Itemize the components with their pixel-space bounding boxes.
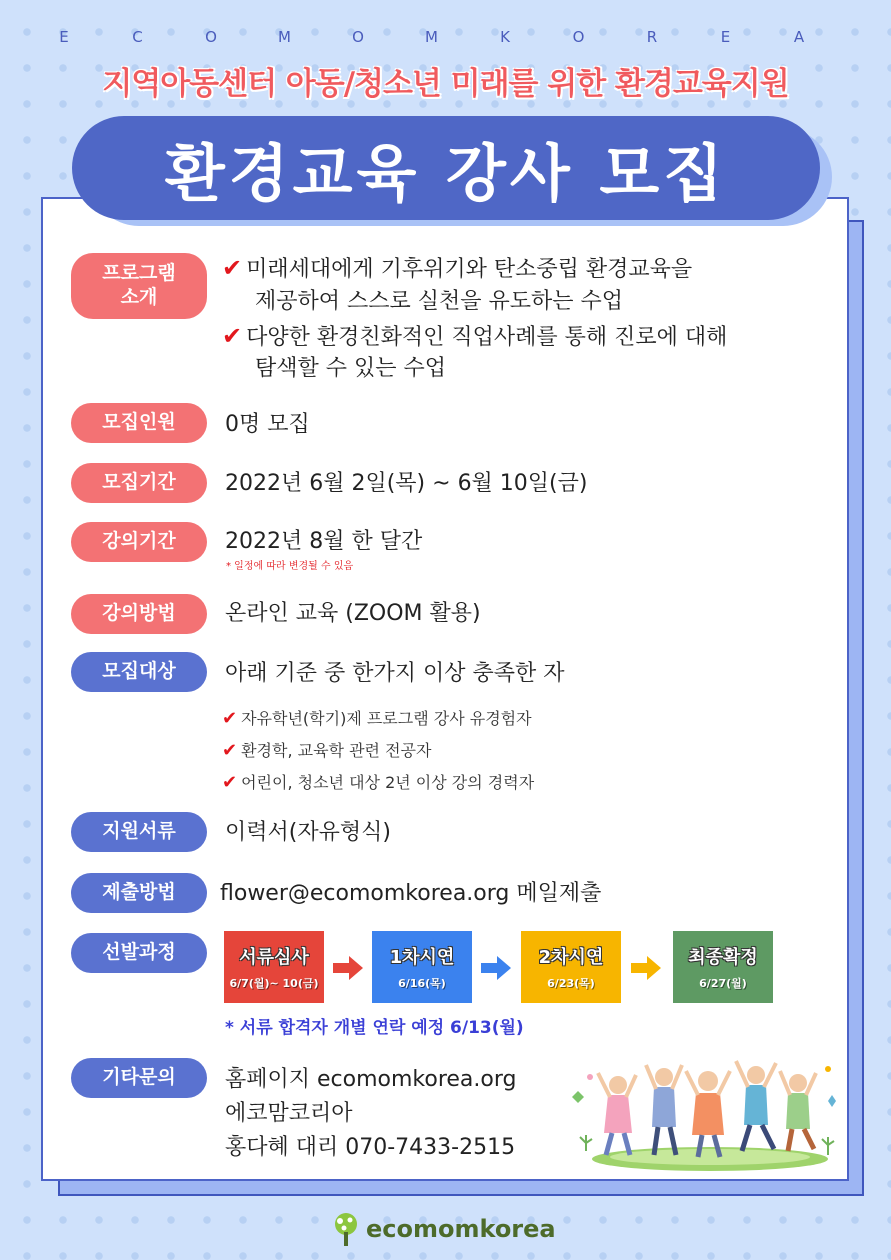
label-documents: 지원서류	[71, 812, 207, 852]
contact-line-1: 홈페이지 ecomomkorea.org	[225, 1067, 517, 1092]
target-item-text: 어린이, 청소년 대상 2년 이상 강의 경력자	[241, 773, 535, 792]
title-banner	[72, 116, 820, 220]
target-value: 아래 기준 중 한가지 이상 충족한 자	[225, 661, 565, 686]
brand-letter: O	[572, 28, 585, 46]
program-text: 미래세대에게 기후위기와 탄소중립 환경교육을	[246, 257, 693, 282]
label-lecture-period: 강의기간	[71, 522, 207, 562]
step-title: 2차시연	[538, 947, 604, 968]
label-program-text: 프로그램 소개	[102, 262, 176, 308]
brand-letter: E	[720, 28, 731, 46]
step-title: 1차시연	[389, 947, 455, 968]
program-text: 탐색할 수 있는 수업	[255, 356, 446, 381]
label-selection: 선발과정	[71, 933, 207, 973]
step-date: 6/27(월)	[699, 977, 747, 990]
target-item	[222, 770, 534, 793]
brand-letter: O	[205, 28, 217, 46]
check-icon: ✔	[222, 708, 238, 729]
label-method: 강의방법	[71, 594, 207, 634]
step-date: 6/23(목)	[547, 977, 595, 990]
lecture-period-note: * 일정에 따라 변경될 수 있음	[226, 561, 354, 572]
brand-letters	[0, 28, 891, 46]
arrow-right-icon	[481, 956, 511, 980]
headcount-value: 0명 모집	[225, 412, 310, 437]
contact-line-2: 에코맘코리아	[225, 1101, 353, 1126]
brand-letter: M	[425, 28, 438, 46]
label-headcount: 모집인원	[71, 403, 207, 443]
documents-value: 이력서(자유형식)	[225, 820, 391, 845]
arrow-right-icon	[631, 956, 661, 980]
footer-logo	[332, 1212, 556, 1246]
brand-letter: K	[500, 28, 510, 46]
check-icon: ✔	[222, 772, 238, 793]
step-title: 서류심사	[239, 947, 309, 968]
target-item-text: 환경학, 교육학 관련 전공자	[241, 741, 432, 760]
program-text: 다양한 환경친화적인 직업사례를 통해 진로에 대해	[246, 325, 728, 350]
contact-line-3: 홍다혜 대리 070-7433-2515	[225, 1135, 516, 1160]
brand-letter: E	[59, 28, 69, 46]
poster-title: 환경교육 강사 모집	[164, 136, 728, 210]
label-recruit-period: 모집기간	[71, 463, 207, 503]
target-item-text: 자유학년(학기)제 프로그램 강사 유경험자	[241, 709, 532, 728]
label-submission: 제출방법	[71, 873, 207, 913]
footer-logo-text: ecomomkorea	[366, 1215, 556, 1243]
program-bullet-2	[222, 320, 727, 354]
children-cheering-illustration	[570, 1055, 842, 1175]
check-icon: ✔	[222, 322, 243, 350]
brand-letter: A	[793, 28, 805, 46]
target-item	[222, 738, 431, 761]
arrow-right-icon	[333, 956, 363, 980]
selection-note: * 서류 합격자 개별 연락 예정 6/13(월)	[225, 1018, 524, 1038]
step-date: 6/7(월)~ 10(금)	[229, 977, 319, 990]
label-target: 모집대상	[71, 652, 207, 692]
brand-letter: M	[278, 28, 291, 46]
step-date: 6/16(목)	[398, 977, 446, 990]
recruit-period-value: 2022년 6월 2일(목) ~ 6월 10일(금)	[225, 471, 588, 496]
brand-letter: O	[352, 28, 364, 46]
lecture-period-value: 2022년 8월 한 달간	[225, 529, 423, 554]
method-value: 온라인 교육 (ZOOM 활용)	[225, 601, 481, 626]
selection-step-2	[372, 931, 472, 1003]
check-icon: ✔	[222, 740, 238, 761]
brand-letter: C	[132, 28, 143, 46]
program-text: 제공하여 스스로 실천을 유도하는 수업	[255, 289, 624, 314]
submission-value: flower@ecomomkorea.org 메일제출	[220, 881, 602, 906]
program-bullet-1	[222, 252, 692, 286]
check-icon: ✔	[222, 254, 243, 282]
brand-letter: R	[646, 28, 658, 46]
selection-step-1	[224, 931, 324, 1003]
label-program	[71, 253, 207, 319]
poster-subtitle: 지역아동센터 아동/청소년 미래를 위한 환경교육지원	[102, 66, 789, 102]
selection-step-4	[673, 931, 773, 1003]
selection-step-3	[521, 931, 621, 1003]
target-item	[222, 706, 532, 729]
step-title: 최종확정	[688, 947, 758, 968]
label-contact: 기타문의	[71, 1058, 207, 1098]
tree-logo-icon	[332, 1212, 360, 1246]
